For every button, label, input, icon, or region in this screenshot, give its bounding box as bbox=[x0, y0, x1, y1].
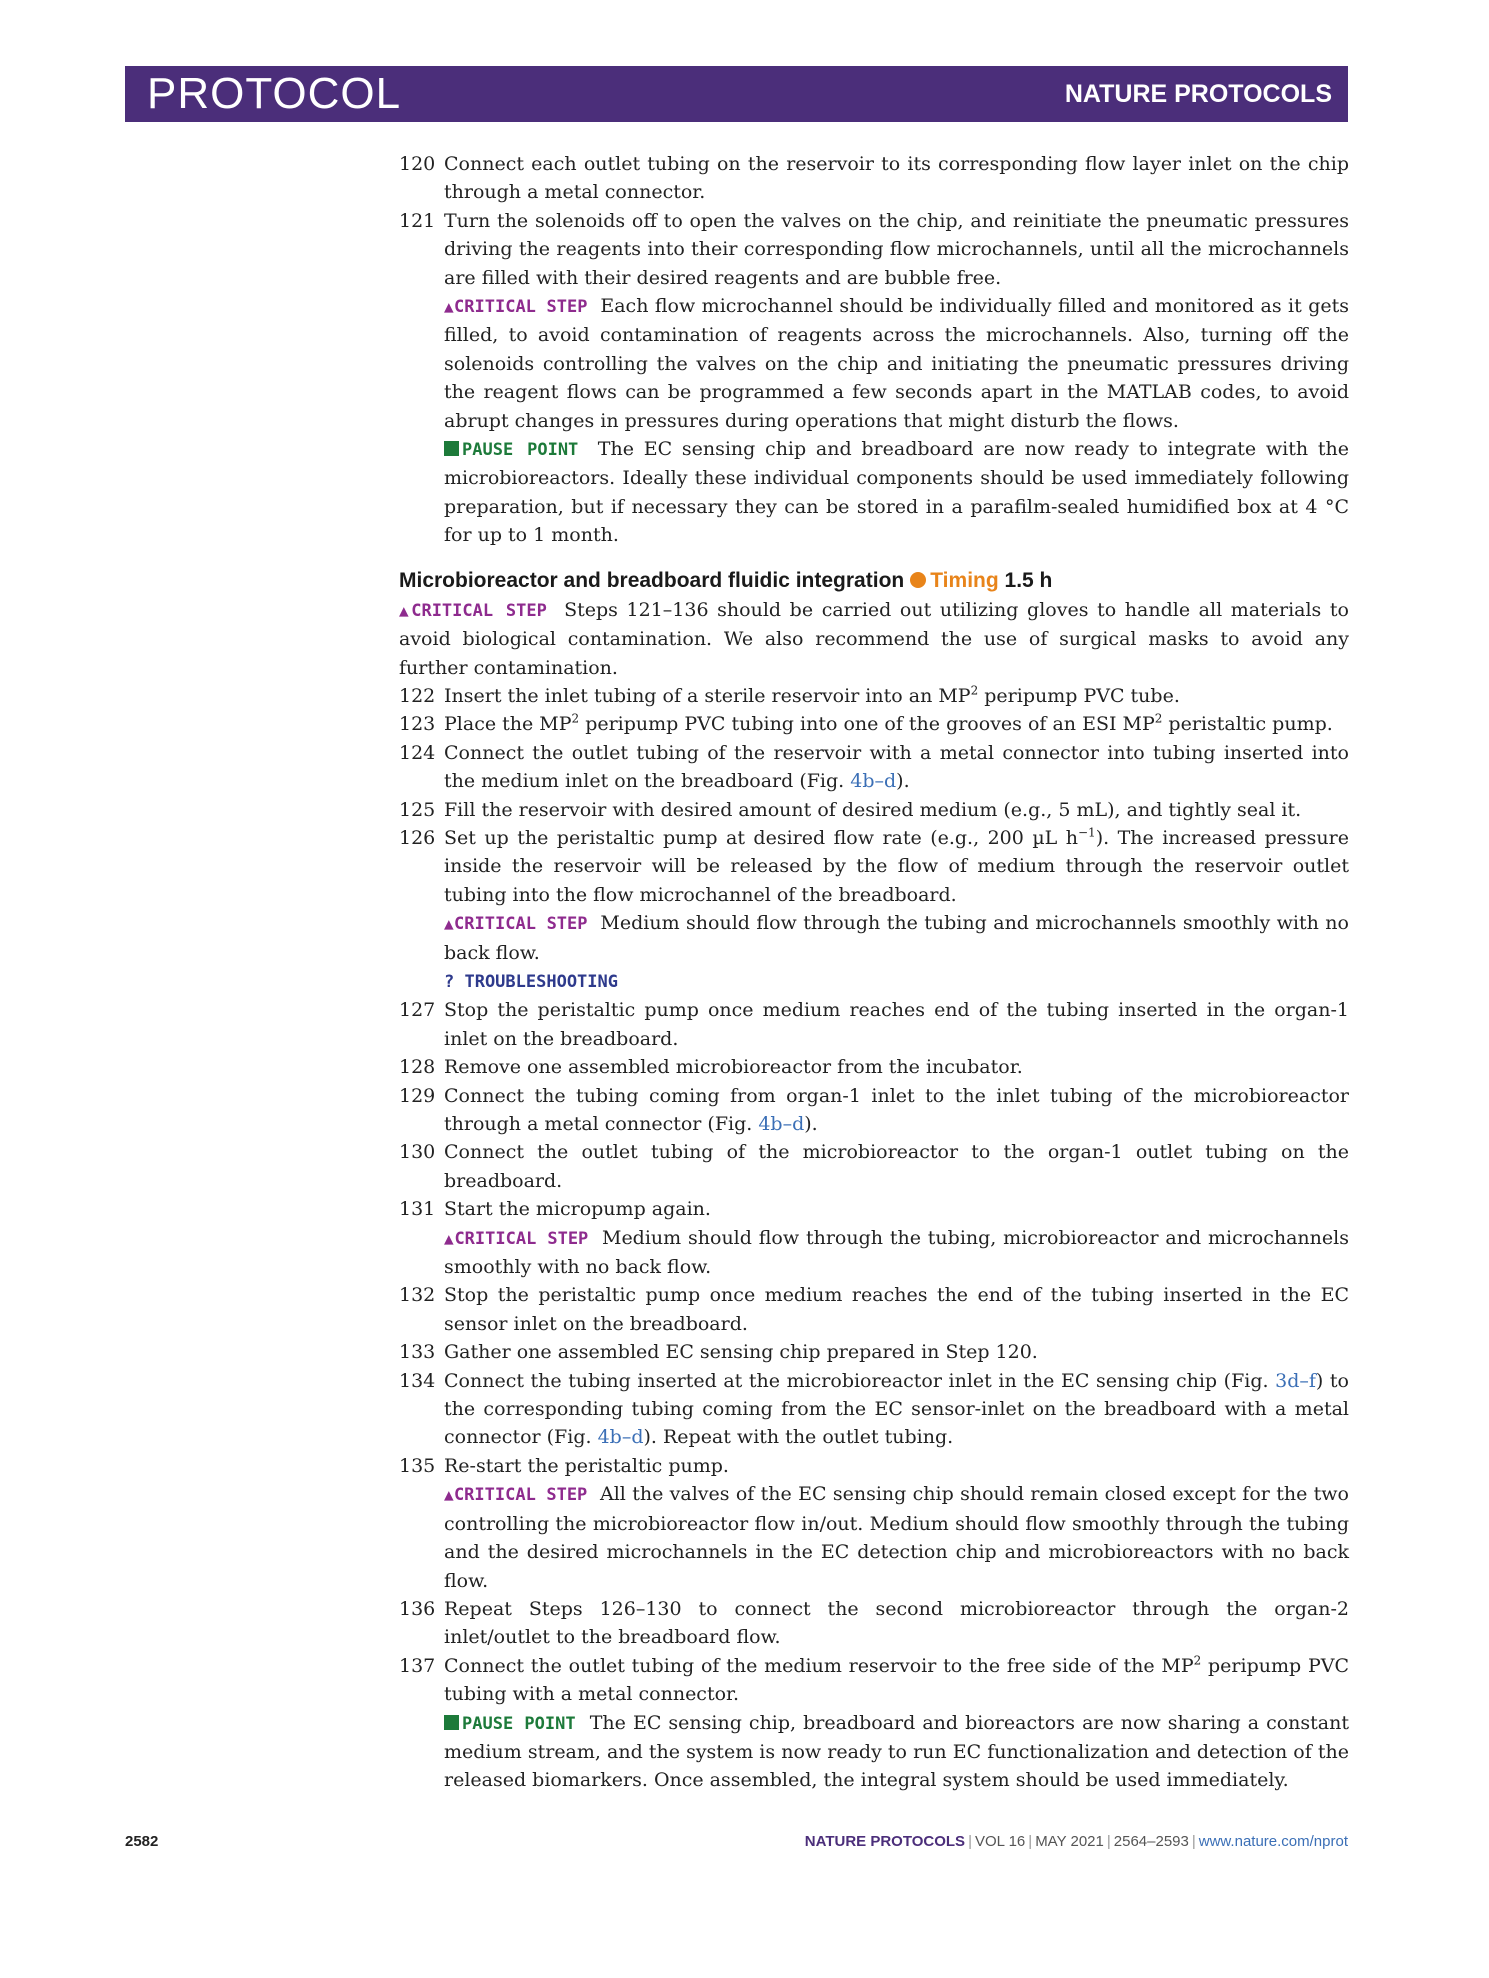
troubleshooting-link[interactable]: ? TROUBLESHOOTING bbox=[444, 971, 618, 992]
critical-step-note: ▲CRITICAL STEP Medium should flow through the tubing, microbioreactor and microchannels smoothly with no back flow. bbox=[444, 1226, 1349, 1279]
critical-step-note: ▲CRITICAL STEP All the valves of the EC sensing chip should remain closed except for the two controlling the microbioreactor flow in/out. Medium should flow smoothly through the tubing and the desired microchannels in the EC detection chip and microbioreactors with no back flow. bbox=[444, 1483, 1349, 1592]
step-text: Turn the solenoids off to open the valves on the chip, and reinitiate the pneumatic pressures driving the reagents into their corresponding flow microchannels, until all the microchannels are filled with their desired reagents and are bubble free. bbox=[444, 209, 1349, 289]
timing-dot-icon bbox=[910, 572, 926, 588]
triangle-icon: ▲ bbox=[444, 1485, 454, 1505]
timing-value: 1.5 h bbox=[1004, 568, 1053, 592]
critical-step-label: ▲CRITICAL STEP bbox=[399, 600, 547, 621]
figure-link[interactable]: 4b–d bbox=[758, 1113, 805, 1135]
step-135: 135 Re-start the peristaltic pump. bbox=[399, 1454, 729, 1477]
step-124: 124 Connect the outlet tubing of the reservoir with a metal connector into tubing inserted into the medium inlet on the breadboard (Fig. 4b–d). bbox=[399, 741, 1349, 793]
step-133: 133 Gather one assembled EC sensing chip prepared in Step 120. bbox=[399, 1341, 1038, 1364]
step-text: Connect each outlet tubing on the reservoir to its corresponding flow layer inlet on the chip through a metal connector. bbox=[444, 153, 1349, 204]
triangle-icon: ▲ bbox=[444, 1228, 455, 1248]
critical-step-label: ▲CRITICAL STEP bbox=[444, 1485, 588, 1506]
triangle-icon: ▲ bbox=[444, 914, 455, 934]
step-127: 127 Stop the peristaltic pump once medium reaches end of the tubing inserted in the organ-1 inlet on the breadboard. bbox=[399, 999, 1349, 1050]
pause-point-note: PAUSE POINT The EC sensing chip, breadboard and bioreactors are now sharing a constant medium stream, and the system is now ready to run EC functionalization and detection of the released biomarkers. Once assembled, the integral system should be used immediately. bbox=[444, 1711, 1349, 1792]
critical-step-note: ▲CRITICAL STEP Medium should flow through the tubing and microchannels smoothly with no back flow. bbox=[444, 912, 1349, 964]
step-134: 134 Connect the tubing inserted at the microbioreactor inlet in the EC sensing chip (Fig. 3d–f) to the corresponding tubing coming from the EC sensor-inlet on the breadboard with a metal connector (Fig. 4b–d). Repeat with the outlet tubing. bbox=[399, 1369, 1349, 1449]
journal-title: NATURE PROTOCOLS bbox=[1064, 80, 1332, 108]
section-critical-note: ▲CRITICAL STEP Steps 121–136 should be carried out utilizing gloves to handle all materials to avoid biological contamination. We also recommend the use of surgical masks to avoid any further contamination. bbox=[399, 598, 1349, 679]
critical-step-label: ▲CRITICAL STEP bbox=[444, 1228, 589, 1249]
step-122: 122 Insert the inlet tubing of a sterile reservoir into an $MP^2$ peripump PVC tube. bbox=[399, 683, 1180, 707]
critical-step-note: ▲CRITICAL STEP Each flow microchannel should be individually filled and monitored as it gets filled, to avoid contamination of reagents across the microchannels. Also, turning off the solenoids controlling the valves on the chip and initiating the pneumatic pressures driving the reagent flows can be programmed a few seconds apart in the MATLAB codes, to avoid abrupt changes in pressures during operations that might disturb the flows. bbox=[444, 295, 1349, 432]
section-title: Microbioreactor and breadboard fluidic integration bbox=[399, 568, 905, 592]
step-number: 120 bbox=[399, 153, 436, 175]
step-120 bbox=[399, 150, 1349, 207]
step-123: 123 Place the $MP^2$ peripump PVC tubing into one of the grooves of an ESI $MP^2$ peristaltic pump. bbox=[399, 711, 1333, 736]
step-132: 132 Stop the peristaltic pump once medium reaches the end of the tubing inserted in the EC sensor inlet on the breadboard. bbox=[399, 1284, 1349, 1335]
square-icon bbox=[444, 1715, 459, 1730]
pause-point-label: PAUSE POINT bbox=[444, 440, 578, 460]
footer-journal: NATURE PROTOCOLS bbox=[804, 1833, 966, 1850]
page-number: 2582 bbox=[125, 1833, 159, 1850]
header-banner bbox=[125, 66, 1348, 122]
footer-date: MAY 2021 bbox=[1035, 1833, 1104, 1850]
section-heading bbox=[399, 566, 1349, 596]
square-icon bbox=[444, 441, 459, 456]
step-number: 121 bbox=[399, 209, 436, 232]
critical-step-label: ▲CRITICAL STEP bbox=[444, 914, 588, 935]
protocol-body bbox=[399, 150, 1349, 1795]
pause-point-label: PAUSE POINT bbox=[444, 1714, 576, 1734]
figure-link[interactable]: 3d–f bbox=[1275, 1369, 1316, 1392]
step-126: 126 Set up the peristaltic pump at desired flow rate (e.g., 200 µL $h^{-1}$). The increased pressure inside the reservoir will be released by the flow of medium through the reservoir outlet tubing into the flow microchannel of the breadboard. bbox=[399, 825, 1349, 906]
footer-pages: 2564–2593 bbox=[1113, 1833, 1189, 1850]
step-125: 125 Fill the reservoir with desired amount of desired medium (e.g., 5 mL), and tightly seal it. bbox=[399, 798, 1302, 821]
footer-url-link[interactable]: www.nature.com/nprot bbox=[1198, 1833, 1348, 1850]
pause-point-note: PAUSE POINT The EC sensing chip and breadboard are now ready to integrate with the microbioreactors. Ideally these individual components should be used immediately following preparation, but if necessary they can be stored in a parafilm-sealed humidified box at 4 °C for up to 1 month. bbox=[444, 438, 1349, 547]
step-137: 137 Connect the outlet tubing of the medium reservoir to the free side of the $MP^2$ peripump PVC tubing with a metal connector. bbox=[399, 1653, 1349, 1706]
timing-label: Timing bbox=[930, 568, 999, 592]
figure-link[interactable]: 4b–d bbox=[597, 1426, 644, 1449]
troubleshooting-note bbox=[399, 967, 1349, 996]
footer-volume: VOL 16 bbox=[974, 1833, 1026, 1850]
step-131: 131 Start the micropump again. bbox=[399, 1198, 711, 1221]
step-128: 128 Remove one assembled microbioreactor from the incubator. bbox=[399, 1056, 1023, 1079]
step-136: 136 Repeat Steps 126–130 to connect the second microbioreactor through the organ-2 inlet/outlet to the breadboard flow. bbox=[399, 1597, 1349, 1649]
section-label: PROTOCOL bbox=[147, 69, 402, 118]
triangle-icon: ▲ bbox=[444, 297, 455, 317]
footer-citation: NATURE PROTOCOLS | VOL 16 | MAY 2021 | 2564–2593 | www.nature.com/nprot bbox=[804, 1833, 1348, 1850]
step-129: 129 Connect the tubing coming from organ-1 inlet to the inlet tubing of the microbioreactor through a metal connector (Fig. 4b–d). bbox=[399, 1084, 1349, 1135]
critical-step-label: ▲CRITICAL STEP bbox=[444, 297, 588, 318]
step-121 bbox=[399, 207, 1349, 292]
step-130: 130 Connect the outlet tubing of the microbioreactor to the organ-1 outlet tubing on the breadboard. bbox=[399, 1141, 1349, 1192]
figure-link[interactable]: 4b–d bbox=[850, 770, 897, 793]
triangle-icon: ▲ bbox=[399, 600, 412, 620]
